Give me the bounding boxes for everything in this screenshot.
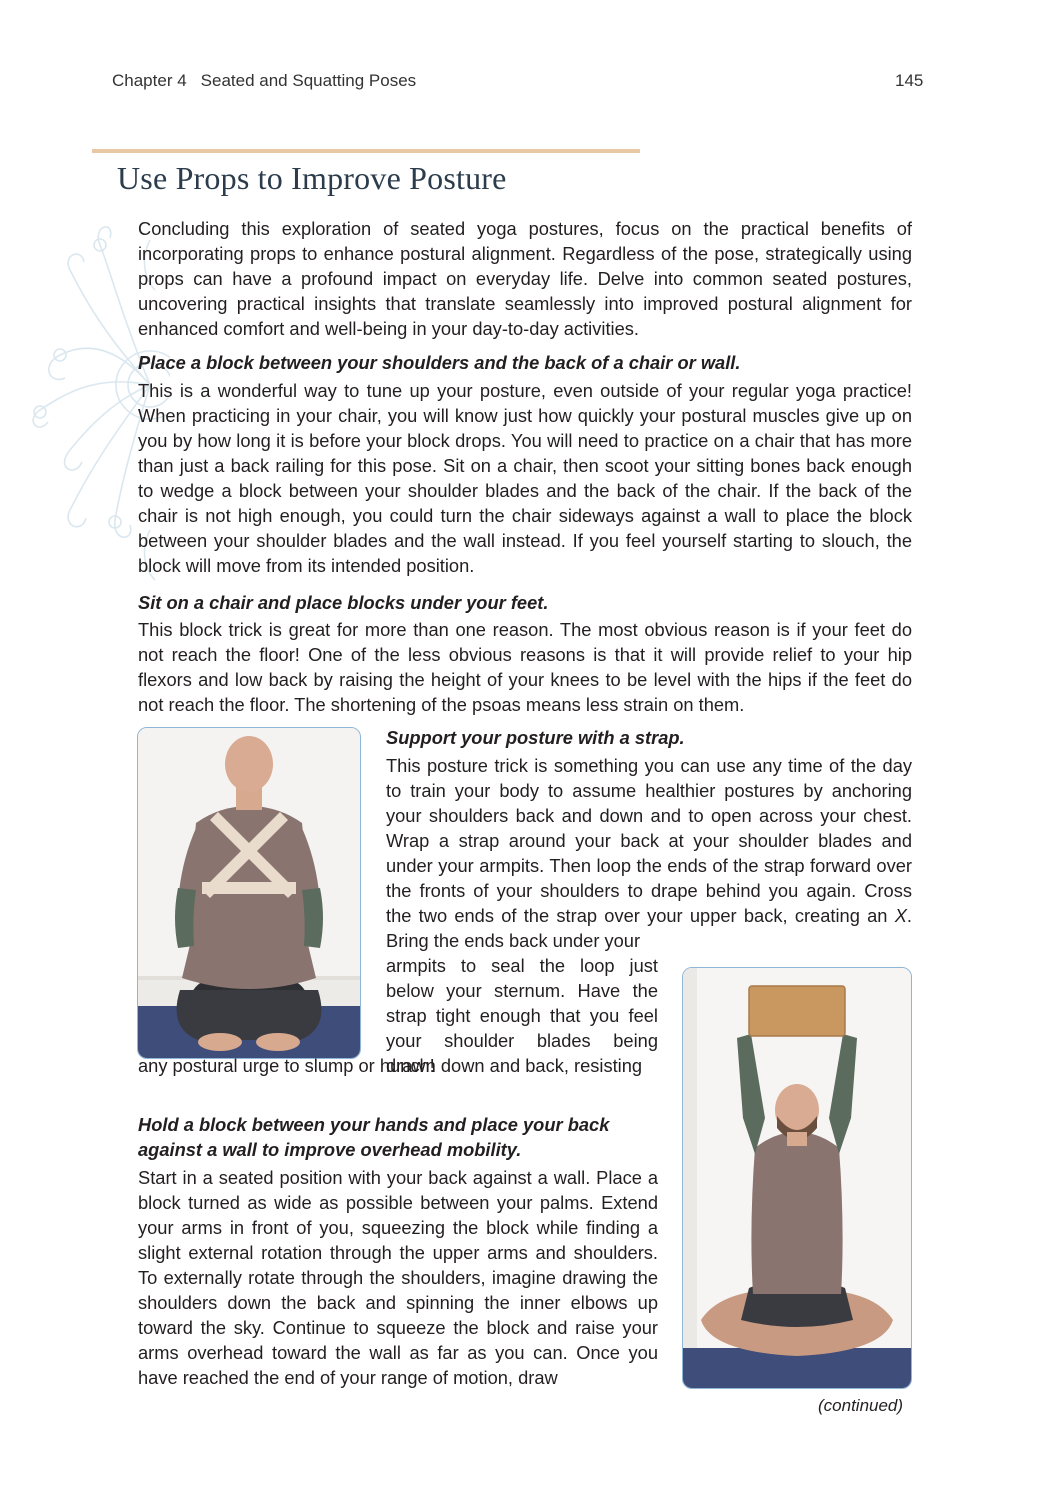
page-number: 145 — [895, 71, 924, 90]
running-header — [112, 71, 416, 91]
photo-strap-back-view — [137, 727, 361, 1059]
body-strap-part-2: armpits to seal the loop just below your sternum. Have the strap tight enough that you feel your shoulder blades being drawn down and back, resisting — [386, 955, 658, 1076]
photo-overhead-block — [682, 967, 912, 1389]
body-strap-part-1 — [386, 753, 912, 953]
body-block-chair: This is a wonderful way to tune up your posture, even outside of your regular yoga practice! When practicing in your chair, you will know just how quickly your postural muscles give up on you by how long it is before your block drops. You will need to practice on a chair that has more than just a back railing for this pose. Sit on a chair, then scoot your sitting bones back enough to wedge a block between your shoulder blades and the back of the chair. If the back of the chair is not high enough, you could turn the chair sideways against a wall to place the block between your shoulder blades and the wall instead. If you feel yourself starting to slouch, the block will move from its intended position. — [138, 380, 912, 576]
strap-illustration — [138, 728, 360, 1058]
page-title: Use Props to Improve Posture — [117, 160, 507, 196]
heading-strap: Support your posture with a strap. — [386, 727, 685, 748]
section-label: Seated and Squatting Poses — [200, 71, 417, 90]
title-rule — [92, 149, 640, 153]
continued-label: (continued) — [818, 1396, 904, 1415]
overhead-illustration — [683, 968, 911, 1388]
chapter-label: Chapter 4 — [112, 71, 187, 90]
body-strap-part-3: any postural urge to slump or hunch! — [138, 1055, 435, 1076]
strap-text-1: This posture trick is something you can use any time of the day to train your body to assume healthier postures by anchoring your shoulders back and down and to open across your chest. Wrap a strap around your back at your shoulder blades and under your armpits. Then loop the ends of the strap forward over the fronts of your shoulders to drape behind you again. Cross the two ends of the strap over your upper back, creating an — [386, 755, 912, 926]
heading-block-chair: Place a block between your shoulders and the back of a chair or wall. — [138, 352, 741, 373]
body-overhead: Start in a seated position with your back against a wall. Place a block turned as wide as possible between your palms. Extend your arms in front of you, squeezing the block while finding a slight external rotation through the upper arms and shoulders. To externally rotate through the shoulders, imagine drawing the shoulders down the back and spinning the inner elbows up toward the sky. Continue to squeeze the block and raise your arms overhead toward the wall as far as you can. Once you have reached the end of your range of motion, draw — [138, 1167, 658, 1388]
strap-text-x: X — [894, 905, 907, 926]
heading-blocks-feet: Sit on a chair and place blocks under your feet. — [138, 592, 549, 613]
heading-overhead: Hold a block between your hands and place your back against a wall to improve overhead mobility. — [138, 1114, 610, 1160]
body-blocks-feet: This block trick is great for more than one reason. The most obvious reason is if your feet do not reach the floor! One of the less obvious reasons is that it will provide relief to your hip flexors and low back by raising the height of your knees to be level with the hips if the feet do not reach the floor. The shortening of the psoas means less strain on them. — [138, 619, 912, 715]
intro-paragraph: Concluding this exploration of seated yoga postures, focus on the practical benefits of incorporating props to enhance postural alignment. Regardless of the pose, strategically using props can have a profound impact on everyday life. Delve into common seated postures, uncovering practical insights that translate seamlessly into improved postural alignment for enhanced comfort and well-being in your day-to-day activities. — [138, 218, 912, 339]
strap-text-2: . Bring the ends back under your — [386, 905, 912, 951]
